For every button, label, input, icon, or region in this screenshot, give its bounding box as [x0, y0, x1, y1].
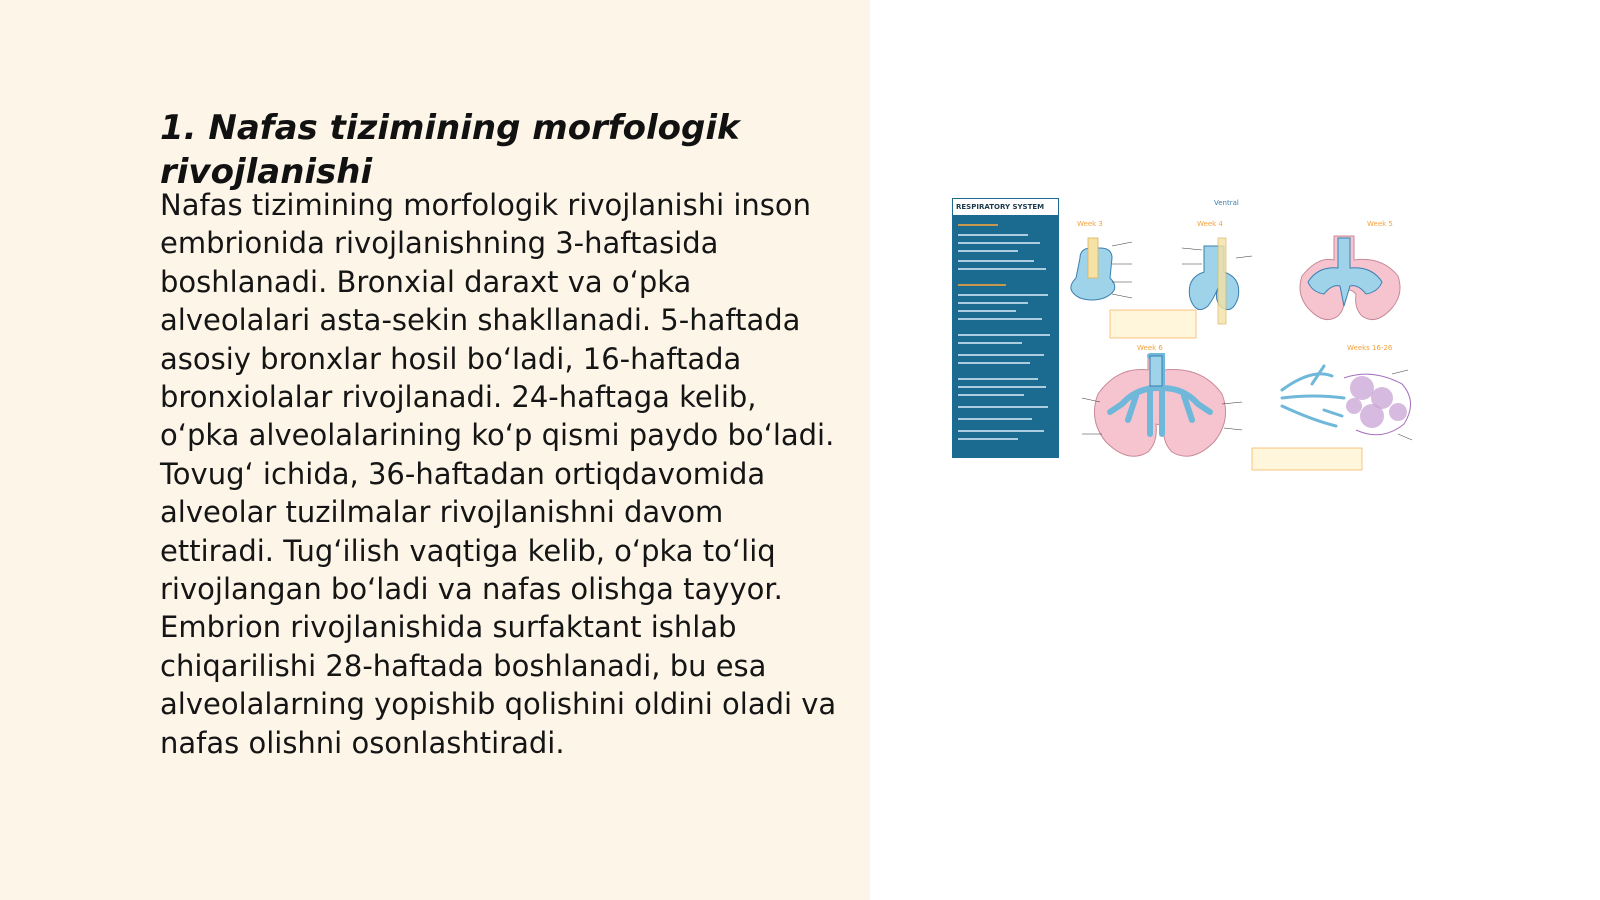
slide-body-text: Nafas tizimining morfologik rivojlanishi inson embrionida rivojlanishning 3-haftasida boshlanadi. Bronxial daraxt va oʻpka alveolalari asta-sekin shakllanadi. 5-haftada asosiy bronxlar hosil boʻladi, 16-haftada bronxiolalar rivojlanadi. 24-haftaga kelib, oʻpka alveolalarining koʻp qismi paydo boʻladi. Tovugʻ ichida, 36-haftadan ortiqdavomida alveolar tuzilmalar rivojlanishni davom ettiradi. Tugʻilish vaqtiga kelib, oʻpka toʻliq rivojlangan boʻladi va nafas olishga tayyor. Embrion rivojlanishida surfaktant ishlab chiqarilishi 28-haftada boshlanadi, bu esa alveolalarning yopishib qolishini oldini oladi va nafas olishni osonlashtiradi. — [160, 188, 837, 760]
stage-label-week6: Week 6 — [1137, 344, 1163, 352]
stage-label-week5: Week 5 — [1367, 220, 1393, 228]
stage-label-week3: Week 3 — [1077, 220, 1103, 228]
respiratory-development-illustration — [952, 198, 1452, 480]
stage-label-week4: Week 4 — [1197, 220, 1223, 228]
illustration-header: RESPIRATORY SYSTEM — [952, 198, 1059, 216]
lung-development-drawing — [952, 198, 1452, 480]
stage-label-week16-26: Weeks 16-26 — [1347, 344, 1393, 352]
orientation-label: Ventral — [1214, 199, 1239, 207]
slide-title: 1. Nafas tizimining morfologik rivojlanishi — [160, 108, 740, 192]
